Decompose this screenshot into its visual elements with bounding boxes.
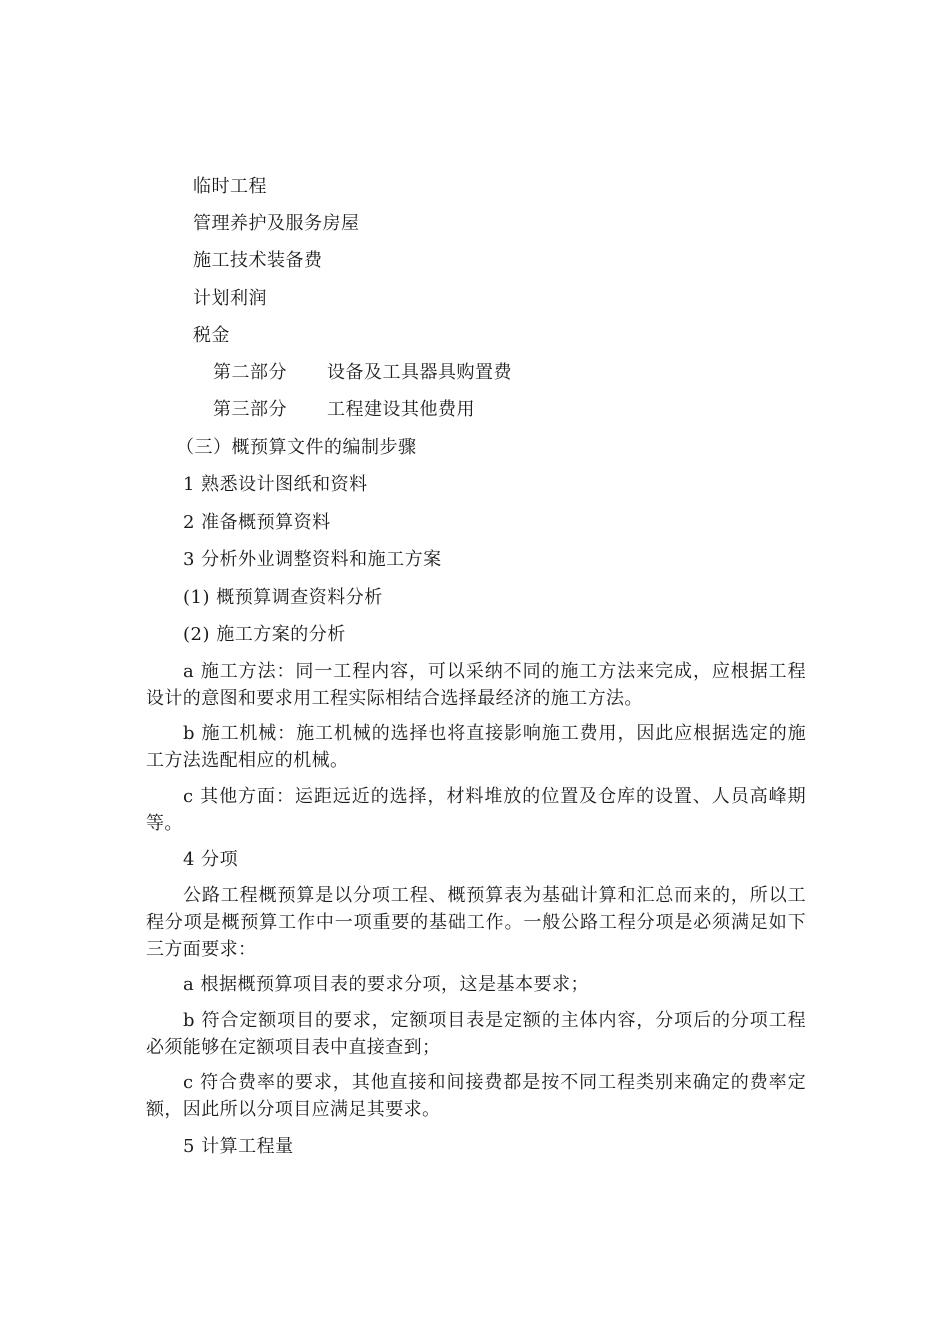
step-3-sub-1: (1) 概预算调查资料分析 <box>183 587 383 608</box>
step-2: 2 准备概预算资料 <box>183 512 331 533</box>
cost-item-planned-profit: 计划利润 <box>193 288 267 309</box>
step-4-requirement-b: b 符合定额项目的要求，定额项目表是定额的主体内容，分项后的分项工程必须能够在定额项目表中直接查到； <box>146 1010 806 1058</box>
step-3: 3 分析外业调整资料和施工方案 <box>183 549 442 570</box>
step-4-intro-paragraph: 公路工程概预算是以分项工程、概预算表为基础计算和汇总而来的，所以工程分项是概预算工作中一项重要的基础工作。一般公路工程分项是必须满足如下三方面要求： <box>146 885 806 960</box>
cost-item-equipment-fee: 施工技术装备费 <box>193 250 323 271</box>
part-two-label: 第二部分 <box>213 362 287 383</box>
step-3-paragraph-b: b 施工机械：施工机械的选择也将直接影响施工费用，因此应根据选定的施工方法选配相应的机械。 <box>146 723 806 771</box>
step-3-sub-2: (2) 施工方案的分析 <box>183 624 346 645</box>
step-4-requirement-a: a 根据概预算项目表的要求分项，这是基本要求； <box>183 974 589 995</box>
part-two-title: 设备及工具器具购置费 <box>327 362 512 383</box>
step-5: 5 计算工程量 <box>183 1136 294 1157</box>
cost-item-tax: 税金 <box>193 325 230 346</box>
part-three-label: 第三部分 <box>213 399 287 420</box>
step-1: 1 熟悉设计图纸和资料 <box>183 474 368 495</box>
step-4-requirement-c: c 符合费率的要求，其他直接和间接费都是按不同工程类别来确定的费率定额，因此所以分项目应满足其要求。 <box>146 1072 806 1120</box>
step-3-paragraph-a: a 施工方法：同一工程内容，可以采纳不同的施工方法来完成，应根据工程设计的意图和要求用工程实际相结合选择最经济的施工方法。 <box>146 661 806 709</box>
section-heading: （三）概预算文件的编制步骤 <box>176 437 417 458</box>
part-three-line <box>213 399 475 421</box>
cost-item-maintenance-buildings: 管理养护及服务房屋 <box>193 213 360 234</box>
part-two-line <box>213 362 512 384</box>
cost-item-temporary-works: 临时工程 <box>193 176 267 197</box>
step-3-paragraph-c: c 其他方面：运距远近的选择，材料堆放的位置及仓库的设置、人员高峰期等。 <box>146 786 806 834</box>
step-4: 4 分项 <box>183 849 239 870</box>
part-three-title: 工程建设其他费用 <box>327 399 475 420</box>
